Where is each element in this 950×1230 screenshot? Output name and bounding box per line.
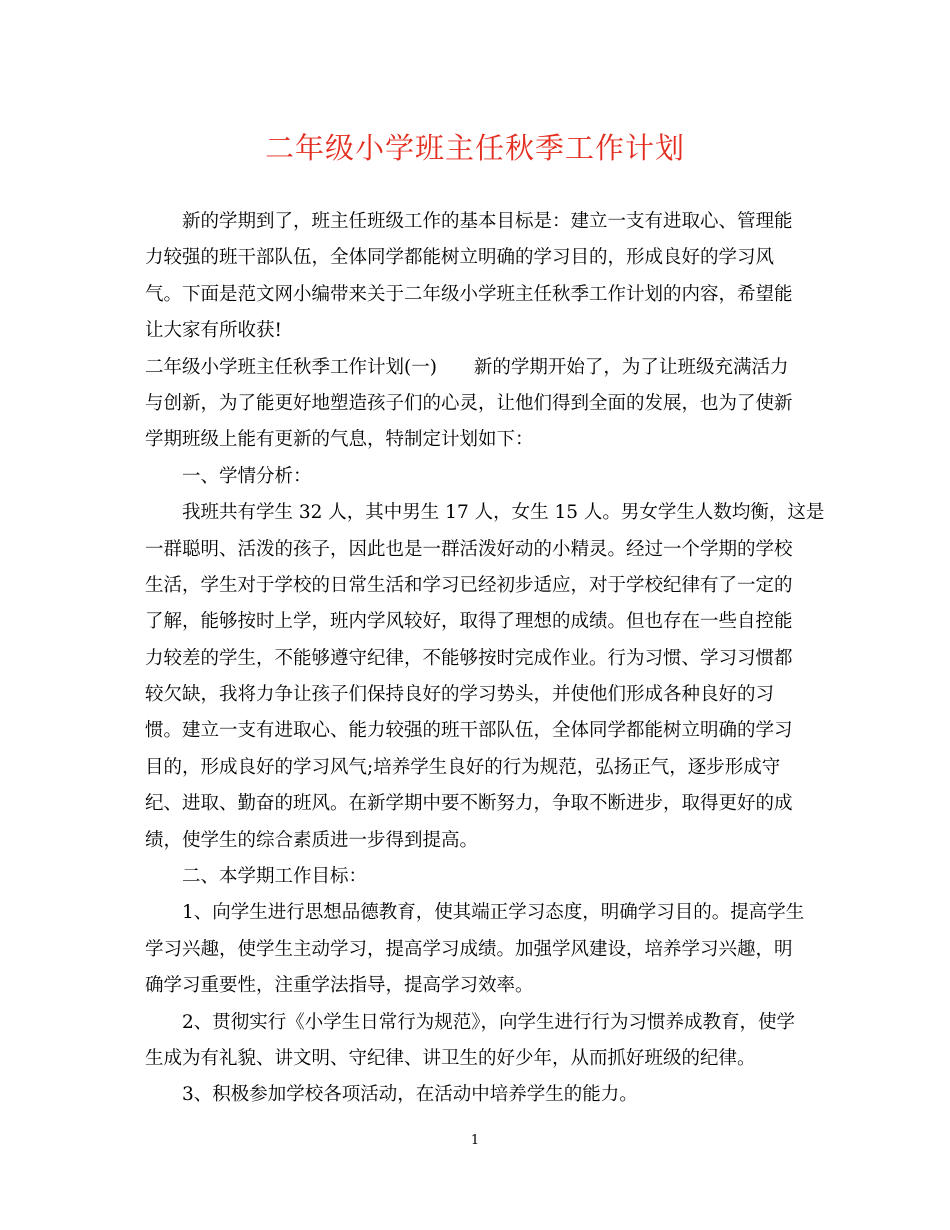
paragraph-line: 力较差的学生，不能够遵守纪律，不能够按时完成作业。行为习惯、学习习惯都 — [145, 647, 793, 669]
paragraph-line: 纪、进取、勤奋的班风。在新学期中要不断努力，争取不断进步，取得更好的成 — [145, 793, 793, 815]
paragraph-line: 一群聪明、活泼的孩子，因此也是一群活泼好动的小精灵。经过一个学期的学校 — [145, 538, 793, 560]
paragraph-line: 惯。建立一支有进取心、能力较强的班干部队伍，全体同学都能树立明确的学习 — [145, 720, 793, 742]
paragraph-line: 与创新，为了能更好地塑造孩子们的心灵，让他们得到全面的发展，也为了使新 — [145, 392, 793, 414]
paragraph-line: 力较强的班干部队伍，全体同学都能树立明确的学习目的，形成良好的学习风 — [145, 247, 775, 269]
page-number: 1 — [470, 1133, 480, 1148]
paragraph-line: 学期班级上能有更新的气息，特制定计划如下： — [145, 429, 534, 451]
paragraph-line: 了解，能够按时上学，班内学风较好，取得了理想的成绩。但也存在一些自控能 — [145, 611, 793, 633]
document-body — [145, 204, 825, 1114]
paragraph-line: 气。下面是范文网小编带来关于二年级小学班主任秋季工作计划的内容，希望能 — [145, 283, 793, 305]
paragraph-line: 让大家有所收获! — [145, 320, 282, 342]
paragraph-line: 二年级小学班主任秋季工作计划(一) 新的学期开始了，为了让班级充满活力 — [145, 356, 789, 378]
paragraph-line: 确学习重要性，注重学法指导，提高学习效率。 — [145, 975, 534, 997]
paragraph-line: 目的，形成良好的学习风气;培养学生良好的行为规范，弘扬正气，逐步形成守 — [145, 756, 781, 778]
paragraph-line: 学习兴趣，使学生主动学习，提高学习成绩。加强学风建设，培养学习兴趣，明 — [145, 938, 793, 960]
document-title: 二年级小学班主任秋季工作计划 — [264, 131, 685, 165]
section-heading: 一、学情分析： — [182, 465, 312, 487]
paragraph-line: 我班共有学生 32 人，其中男生 17 人，女生 15 人。男女学生人数均衡，这是 — [182, 502, 825, 524]
paragraph-line: 绩，使学生的综合素质进一步得到提高。 — [145, 829, 479, 851]
paragraph-line: 生活，学生对于学校的日常生活和学习已经初步适应，对于学校纪律有了一定的 — [145, 574, 793, 596]
paragraph-line: 新的学期到了，班主任班级工作的基本目标是：建立一支有进取心、管理能 — [182, 211, 793, 232]
paragraph-line: 1、向学生进行思想品德教育，使其端正学习态度，明确学习目的。提高学生 — [182, 902, 805, 924]
paragraph-line: 3、积极参加学校各项活动，在活动中培养学生的能力。 — [182, 1084, 638, 1106]
section-heading: 二、本学期工作目标： — [182, 866, 368, 888]
paragraph-line: 较欠缺，我将力争让孩子们保持良好的学习势头，并使他们形成各种良好的习 — [145, 684, 775, 706]
paragraph-line: 2、贯彻实行《小学生日常行为规范》，向学生进行行为习惯养成教育，使学 — [182, 1011, 796, 1033]
paragraph-line: 生成为有礼貌、讲文明、守纪律、讲卫生的好少年，从而抓好班级的纪律。 — [145, 1047, 756, 1069]
